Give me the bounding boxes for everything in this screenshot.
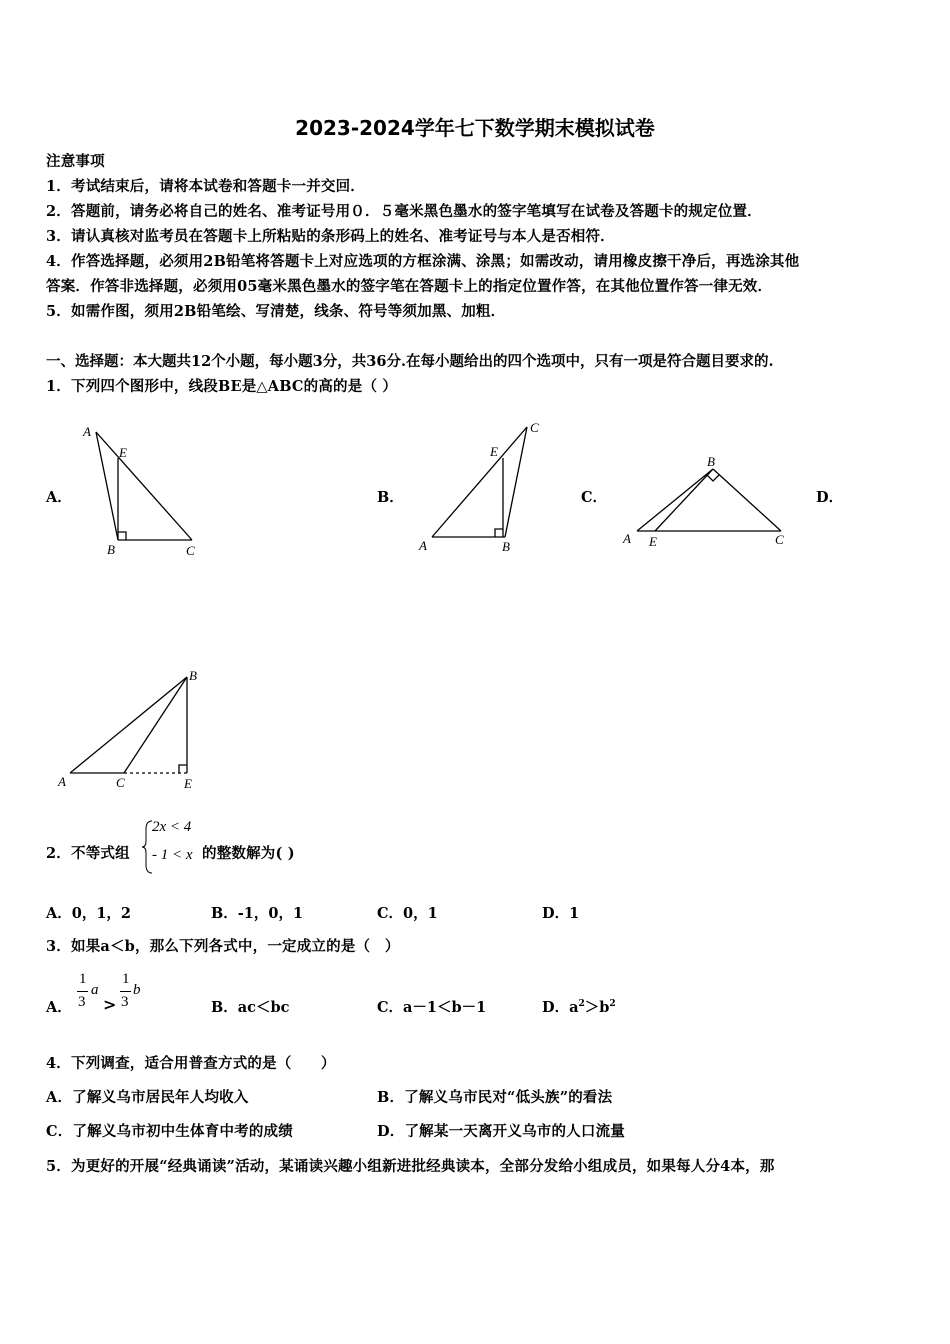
question-1-stem: 1．下列四个图形中，线段BE是△ABC的高的是（ ） [46, 378, 398, 395]
fraction-bar [120, 991, 131, 992]
label-c: C [186, 543, 195, 558]
system-line-1: 2x < 4 [152, 819, 192, 835]
label-e: E [649, 534, 657, 549]
q2-option-b: B．-1，0，1 [211, 905, 304, 922]
notice-item: 2．答题前，请务必将自己的姓名、准考证号用０．５毫米黑色墨水的签字笔填写在试卷及答题卡的规定位置． [46, 203, 762, 220]
notice-heading: 注意事项 [46, 153, 105, 170]
q1-option-c: C． [581, 489, 608, 506]
label-a: A [419, 538, 427, 553]
q3-option-d-mid: ＞b [584, 999, 610, 1016]
question-2-prefix: 2．不等式组 [46, 845, 130, 862]
notice-item: 5．如需作图，须用2B铅笔绘、写清楚，线条、符号等须加黑、加粗． [46, 303, 506, 320]
frac-numerator: 1 [79, 971, 87, 987]
label-b: B [107, 542, 115, 557]
label-e: E [490, 444, 498, 459]
question-4-stem: 4．下列调查，适合用普查方式的是（ ） [46, 1055, 336, 1072]
q3-option-b: B．ac＜bc [211, 999, 290, 1016]
var-b: b [133, 982, 141, 998]
frac-denominator: 3 [121, 994, 129, 1010]
q2-option-d: D．1 [542, 905, 580, 922]
label-b: B [189, 668, 197, 683]
label-a: A [58, 774, 66, 789]
q4-option-b: B．了解义乌市民对“低头族”的看法 [377, 1089, 613, 1106]
frac-denominator: 3 [78, 994, 86, 1010]
label-c: C [116, 775, 125, 790]
label-a: A [623, 531, 631, 546]
notice-item: 4．作答选择题，必须用2B铅笔将答题卡上对应选项的方框涂满、涂黑；如需改动，请用橡皮擦干净后，再选涂其他 [46, 253, 800, 270]
q4-option-d: D．了解某一天离开义乌市的人口流量 [377, 1123, 625, 1140]
section-heading: 一、选择题：本大题共12个小题，每小题3分，共36分.在每小题给出的四个选项中，只有一项是符合题目要求的. [46, 353, 774, 370]
label-e: E [119, 445, 127, 460]
question-2-suffix: 的整数解为( ) [202, 845, 295, 862]
q3-option-d [542, 996, 616, 1017]
label-b: B [502, 539, 510, 554]
system-line-2: - 1 < x [152, 847, 193, 863]
label-a: A [83, 424, 91, 439]
q4-option-c: C．了解义乌市初中生体育中考的成绩 [46, 1123, 293, 1140]
q3-option-a-label: A． [46, 999, 72, 1016]
q1-option-a: A． [46, 489, 72, 506]
label-c: C [530, 420, 539, 435]
greater-than: > [103, 995, 117, 1014]
notice-item: 1．考试结束后，请将本试卷和答题卡一并交回． [46, 178, 365, 195]
frac-numerator: 1 [122, 971, 130, 987]
q3-option-c: C．a－1＜b－1 [377, 999, 487, 1016]
label-e: E [184, 776, 192, 791]
q1-option-d: D． [816, 489, 844, 506]
q3-option-d-label: D．a [542, 999, 579, 1016]
superscript: 2 [578, 999, 585, 1010]
var-a: a [91, 982, 99, 998]
label-c: C [775, 532, 784, 547]
question-3-stem: 3．如果a＜b，那么下列各式中，一定成立的是（ ） [46, 938, 400, 955]
q1-option-b: B． [377, 489, 404, 506]
q4-option-a: A．了解义乌市居民年人均收入 [46, 1089, 249, 1106]
superscript: 2 [609, 999, 616, 1010]
q2-option-a: A．0，1，2 [46, 905, 132, 922]
notice-item: 答案．作答非选择题，必须用05毫米黑色墨水的签字笔在答题卡上的指定位置作答，在其他位置作答一律无效． [46, 278, 773, 295]
q2-option-c: C．0，1 [377, 905, 438, 922]
label-b: B [707, 454, 715, 469]
question-5-stem: 5．为更好的开展“经典诵读”活动，某诵读兴趣小组新进批经典读本，全部分发给小组成员，如果每人分4本，那 [46, 1158, 775, 1175]
notice-item: 3．请认真核对监考员在答题卡上所粘贴的条形码上的姓名、准考证号与本人是否相符． [46, 228, 615, 245]
page-title: 2023-2024学年七下数学期末模拟试卷 [295, 116, 655, 140]
fraction-bar [77, 991, 88, 992]
